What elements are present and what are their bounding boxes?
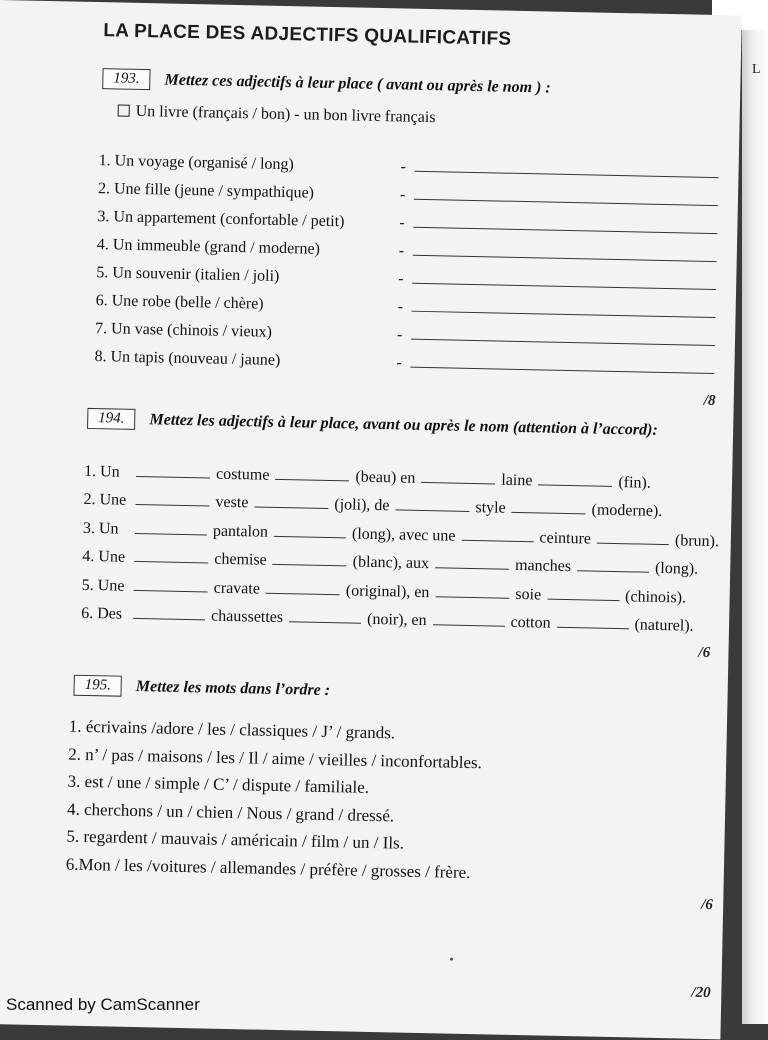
answer-blank[interactable] <box>556 626 628 630</box>
list-item: 6. Des chaussettes (noir), en cotton (naturel). <box>80 604 694 635</box>
list-item: 2. n’ / pas / maisons / les / Il / aime / vieilles / inconfortables. <box>68 744 483 772</box>
answer-blank[interactable] <box>395 508 469 512</box>
list-item: 7. Un vase (chinois / vieux) - <box>95 310 715 351</box>
answer-blank[interactable] <box>134 588 208 592</box>
list-item: 5. Un souvenir (italien / joli) - <box>96 254 716 295</box>
list-item: 1. Un costume (beau) en laine (fin). <box>83 462 652 492</box>
answer-blank[interactable] <box>136 474 210 478</box>
next-page-letter: L <box>752 62 761 77</box>
exercise-number: 193. <box>102 68 151 90</box>
item-label: 7. Un vase (chinois / vieux) <box>94 320 273 341</box>
list-item: 2. Une veste (joli), de style (moderne). <box>83 490 663 520</box>
item-label: 2. Une fille (jeune / sympathique) <box>97 180 315 202</box>
list-item: 6. Une robe (belle / chère) - <box>96 282 716 323</box>
answer-blank[interactable] <box>274 534 346 538</box>
list-item: 3. Un pantalon (long), avec une ceinture (brun). <box>82 519 720 550</box>
item-label: 1. Un voyage (organisé / long) <box>98 152 295 174</box>
answer-blank[interactable] <box>512 511 586 515</box>
exercise-number: 194. <box>87 408 136 430</box>
answer-blank[interactable] <box>577 569 649 573</box>
book-page-edge <box>742 0 768 1024</box>
total-score: /20 <box>691 984 711 1002</box>
list-item: 3. est / une / simple / C’ / dispute / familiale. <box>67 771 370 797</box>
list-item: 5. regardent / mauvais / américain / film / un / Ils. <box>66 826 405 853</box>
item-label: 4. Un immeuble (grand / moderne) <box>96 236 321 258</box>
item-label: 8. Un tapis (nouveau / jaune) <box>94 348 281 369</box>
answer-blank[interactable] <box>435 595 509 599</box>
checkbox-icon <box>118 104 130 116</box>
answer-blank[interactable] <box>133 617 205 621</box>
list-item: 1. écrivains /adore / les / classiques / J’ / grands. <box>68 716 396 743</box>
list-item: 3. Un appartement (confortable / petit) - <box>97 198 717 239</box>
answer-blank[interactable] <box>461 538 533 542</box>
exercise-instruction: Mettez ces adjectifs à leur place ( avant ou après le nom ) : <box>164 70 551 97</box>
list-item: 1. Un voyage (organisé / long) - <box>98 142 718 183</box>
exercise-195-score: /6 <box>701 896 714 914</box>
answer-blank[interactable] <box>273 563 347 567</box>
list-item: 5. Une cravate (original), en soie (chinois). <box>81 576 687 606</box>
answer-blank[interactable] <box>410 366 714 374</box>
answer-blank[interactable] <box>135 503 209 507</box>
list-item: 6.Mon / les /voitures / allemandes / préfère / grosses / frère. <box>65 854 471 882</box>
exercise-194-header <box>87 408 658 441</box>
answer-blank[interactable] <box>547 597 619 601</box>
paper-speck <box>450 958 453 961</box>
exercise-193-header <box>102 68 551 98</box>
answer-blank[interactable] <box>435 566 509 570</box>
exercise-instruction: Mettez les mots dans l’ordre : <box>135 677 331 699</box>
item-label: 3. Un appartement (confortable / petit) <box>97 208 345 231</box>
list-item: 4. Un immeuble (grand / moderne) - <box>97 226 717 267</box>
answer-blank[interactable] <box>289 620 361 624</box>
answer-blank[interactable] <box>275 477 349 481</box>
answer-blank[interactable] <box>538 483 612 487</box>
example-text: Un livre (français / bon) - un bon livre français <box>135 102 436 127</box>
exercise-194-list <box>81 452 744 637</box>
exercise-195-list <box>66 717 483 891</box>
exercise-instruction: Mettez les adjectifs à leur place, avant ou après le nom (attention à l’accord): <box>149 410 658 439</box>
exercise-194-score: /6 <box>698 644 711 662</box>
list-item: 8. Un tapis (nouveau / jaune) - <box>94 338 714 379</box>
scanner-watermark: Scanned by CamScanner <box>6 995 200 1014</box>
answer-blank[interactable] <box>266 591 340 595</box>
example-line <box>118 102 436 127</box>
answer-blank[interactable] <box>254 505 328 509</box>
answer-blank[interactable] <box>433 623 505 627</box>
exercise-195-header <box>73 675 330 701</box>
answer-blank[interactable] <box>135 531 207 535</box>
answer-blank[interactable] <box>597 541 669 545</box>
item-label: 6. Une robe (belle / chère) <box>95 292 264 313</box>
exercise-number: 195. <box>73 675 122 697</box>
list-item: 4. Une chemise (blanc), aux manches (long). <box>82 547 699 578</box>
list-item: 4. cherchons / un / chien / Nous / grand / dressé. <box>66 799 395 825</box>
answer-blank[interactable] <box>134 560 208 564</box>
list-item: 2. Une fille (jeune / sympathique) - <box>98 170 718 211</box>
exercise-193-score: /8 <box>703 392 716 410</box>
page-title: LA PLACE DES ADJECTIFS QUALIFICATIFS <box>103 20 512 50</box>
exercise-193-list <box>94 142 719 379</box>
item-label: 5. Un souvenir (italien / joli) <box>96 264 280 285</box>
answer-blank[interactable] <box>421 480 495 484</box>
